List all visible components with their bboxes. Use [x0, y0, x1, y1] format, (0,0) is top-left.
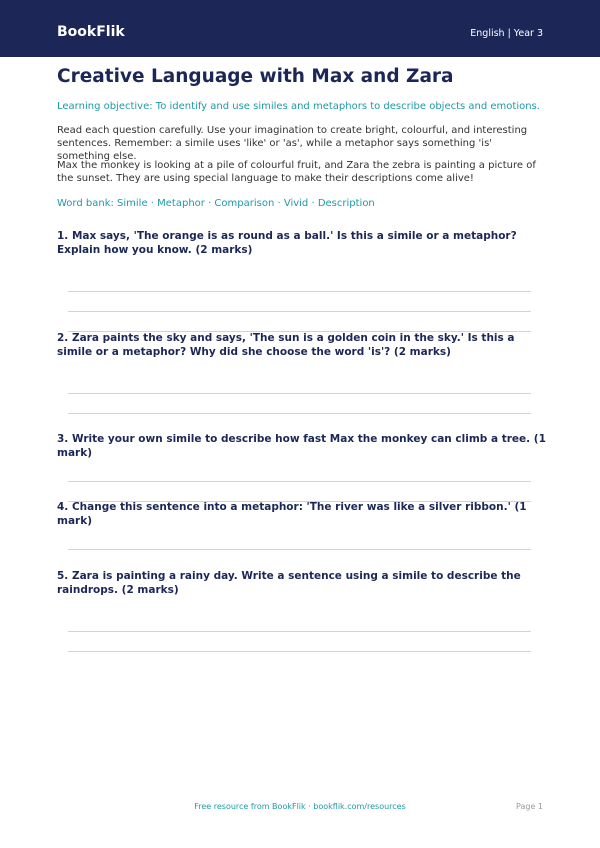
question-3: 3. Write your own simile to describe how fast Max the monkey can climb a tree. (1 mark) — [57, 433, 546, 459]
answer-line[interactable] — [68, 651, 531, 652]
subject-label: English | Year 3 — [470, 28, 543, 39]
question-1: 1. Max says, 'The orange is as round as a ball.' Is this a simile or a metaphor? Explain how you know. (2 marks) — [57, 230, 517, 256]
question-2: 2. Zara paints the sky and says, 'The sun is a golden coin in the sky.' Is this a simile or a metaphor? Why did she choose the word 'is'? (2 marks) — [57, 332, 515, 358]
page-number: Page 1 — [516, 802, 543, 811]
learning-objective: Learning objective: To identify and use similes and metaphors to describe objects and emotions. — [57, 101, 540, 112]
question-4: 4. Change this sentence into a metaphor: 'The river was like a silver ribbon.' (1 mark) — [57, 501, 527, 527]
page-title: Creative Language with Max and Zara — [57, 66, 454, 87]
instructions-paragraph: Read each question carefully. Use your imagination to create bright, colourful, and interesting sentences. Remember: a simile uses 'like' or 'as', while a metaphor says something 'is' something else. — [57, 125, 528, 162]
answer-line[interactable] — [68, 631, 531, 632]
answer-line[interactable] — [68, 413, 531, 414]
brand-logo: BookFlik — [57, 24, 125, 40]
answer-line[interactable] — [68, 291, 531, 292]
answer-line[interactable] — [68, 311, 531, 312]
answer-line[interactable] — [68, 481, 531, 482]
word-bank: Word bank: Simile · Metaphor · Comparison · Vivid · Description — [57, 198, 375, 209]
answer-line[interactable] — [68, 393, 531, 394]
question-5: 5. Zara is painting a rainy day. Write a sentence using a simile to describe the raindrops. (2 marks) — [57, 570, 521, 596]
page-header — [0, 0, 600, 57]
footer-text: Free resource from BookFlik · bookflik.com/resources — [194, 802, 406, 811]
story-paragraph: Max the monkey is looking at a pile of colourful fruit, and Zara the zebra is painting a picture of the sunset. They are using special language to make their descriptions come alive! — [57, 160, 536, 184]
answer-line[interactable] — [68, 549, 531, 550]
